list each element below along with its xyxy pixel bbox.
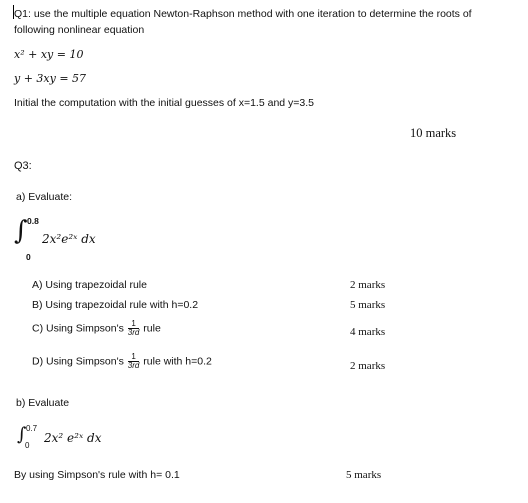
integral-b-upper-limit: 0.7 [26,424,38,433]
item-d-text [32,353,212,370]
item-d-marks: 2 marks [350,360,386,372]
one-third-fraction: $\frac{1}{3rd}$ [127,352,140,370]
integral-b-lower-limit: 0 [25,441,30,450]
part-b-label: b) Evaluate [16,397,70,409]
q3-heading: Q3: [14,160,32,172]
integral-sign-b: ∫ [17,424,27,445]
part-b-method: By using Simpson's rule with h= 0.1 [14,469,180,481]
integral-b-integrand: 2x² e²ˣ dx [44,431,102,445]
q1-initial-guess: Initial the computation with the initial guesses of x=1.5 and y=3.5 [14,97,315,109]
integral-a-integrand: 2x²e²ˣ dx [42,232,96,246]
q1-equation-1: x² + xy = 10 [14,48,84,61]
q1-equation-2: y + 3xy = 57 [14,72,87,85]
q1-marks: 10 marks [410,126,457,140]
item-a-text: A) Using trapezoidal rule [32,279,147,291]
part-b-marks: 5 marks [346,469,382,481]
item-c-post: rule [143,322,161,335]
item-c-marks: 4 marks [350,326,386,338]
q1-line-1: Q1: use the multiple equation Newton-Raphson method with one iteration to determine the roots of [14,8,472,20]
item-a-marks: 2 marks [350,279,386,291]
integral-sign-a: ∫ [14,216,28,246]
item-d-pre: D) Using Simpson's [32,355,124,368]
one-third-fraction: $\frac{1}{3rd}$ [127,319,140,337]
part-a-label: a) Evaluate: [16,191,73,203]
integral-a-upper-limit: 0.8 [27,216,39,226]
q1-line-2: following nonlinear equation [14,24,145,36]
item-c-text [32,320,161,337]
integral-a-lower-limit: 0 [26,252,31,262]
item-c-pre: C) Using Simpson's [32,322,124,335]
item-b-marks: 5 marks [350,299,386,311]
item-b-text: B) Using trapezoidal rule with h=0.2 [32,299,199,311]
item-d-post: rule with h=0.2 [143,355,212,368]
